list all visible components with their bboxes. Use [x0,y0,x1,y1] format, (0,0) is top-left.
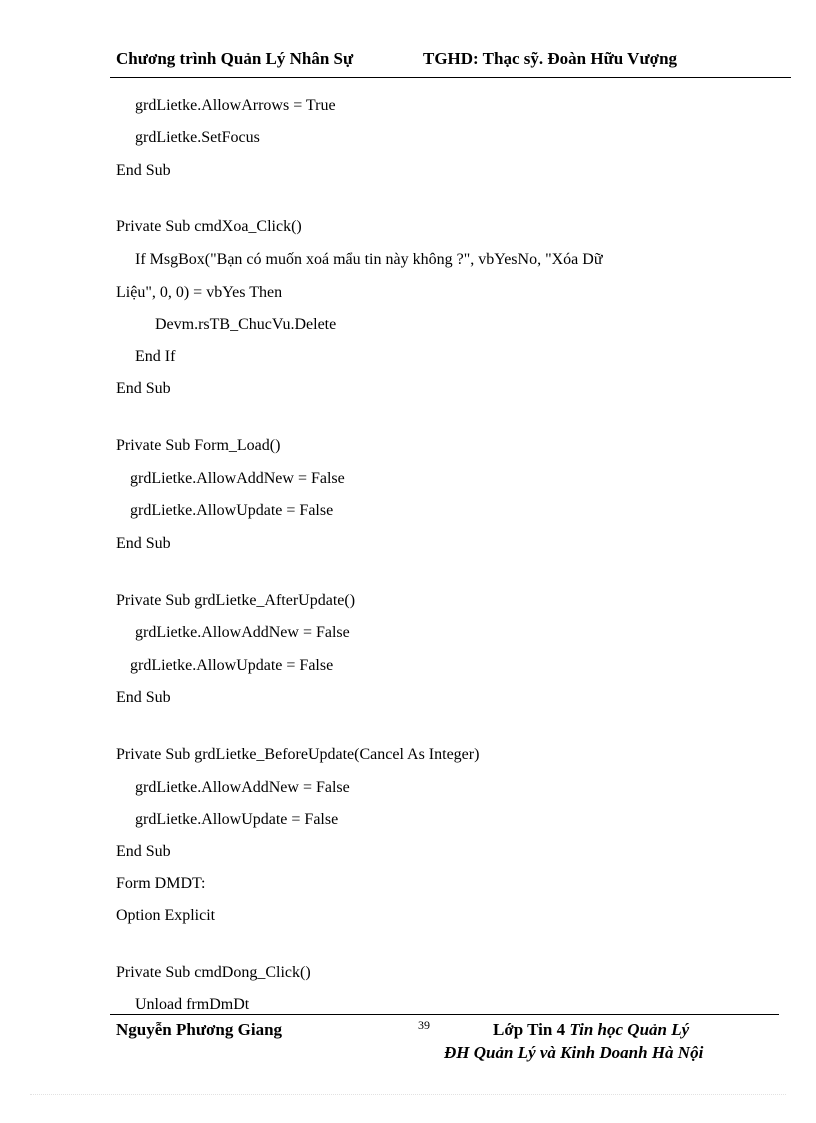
code-line: Private Sub grdLietke_AfterUpdate() [116,592,356,609]
code-line: grdLietke.AllowAddNew = False [135,624,350,641]
code-line: grdLietke.AllowUpdate = False [130,502,334,519]
code-line: If MsgBox("Bạn có muốn xoá mẩu tin này không ?", vbYesNo, "Xóa Dữ [135,251,603,268]
code-line: Private Sub Form_Load() [116,437,281,454]
footer-author: Nguyễn Phương Giang [116,1020,283,1039]
code-line: Private Sub cmdXoa_Click() [116,218,302,235]
code-line: Unload frmDmDt [135,996,250,1013]
code-line: End Sub [116,689,171,706]
page-bottom-dotted-line [30,1094,786,1095]
code-line: End Sub [116,535,171,552]
header-supervisor: TGHD: Thạc sỹ. Đoàn Hữu Vượng [423,49,678,68]
code-line: Devm.rsTB_ChucVu.Delete [155,316,337,333]
footer-school: ĐH Quản Lý và Kinh Doanh Hà Nội [444,1043,704,1062]
page-number: 39 [418,1018,430,1032]
code-line: Private Sub cmdDong_Click() [116,964,311,981]
code-line: End Sub [116,843,171,860]
code-line: End Sub [116,162,171,179]
code-line: End Sub [116,380,171,397]
code-line: grdLietke.AllowAddNew = False [130,470,345,487]
code-line: grdLietke.AllowAddNew = False [135,779,350,796]
code-line: grdLietke.AllowUpdate = False [130,657,334,674]
code-line: Form DMDT: [116,875,206,892]
code-line: Liệu", 0, 0) = vbYes Then [116,284,283,301]
code-line: grdLietke.SetFocus [135,129,260,146]
code-line: End If [135,348,176,365]
footer-class-prefix: Lớp Tin 4 [493,1020,566,1039]
code-line: Option Explicit [116,907,216,924]
footer-class [493,1020,689,1040]
code-line: grdLietke.AllowArrows = True [135,97,336,114]
header-rule [110,77,791,78]
footer-class-suffix: Tin học Quản Lý [569,1020,690,1039]
code-line: grdLietke.AllowUpdate = False [135,811,339,828]
code-line: Private Sub grdLietke_BeforeUpdate(Cancel As Integer) [116,746,480,763]
footer-rule [110,1014,779,1015]
header-program-title: Chương trình Quản Lý Nhân Sự [116,49,354,68]
